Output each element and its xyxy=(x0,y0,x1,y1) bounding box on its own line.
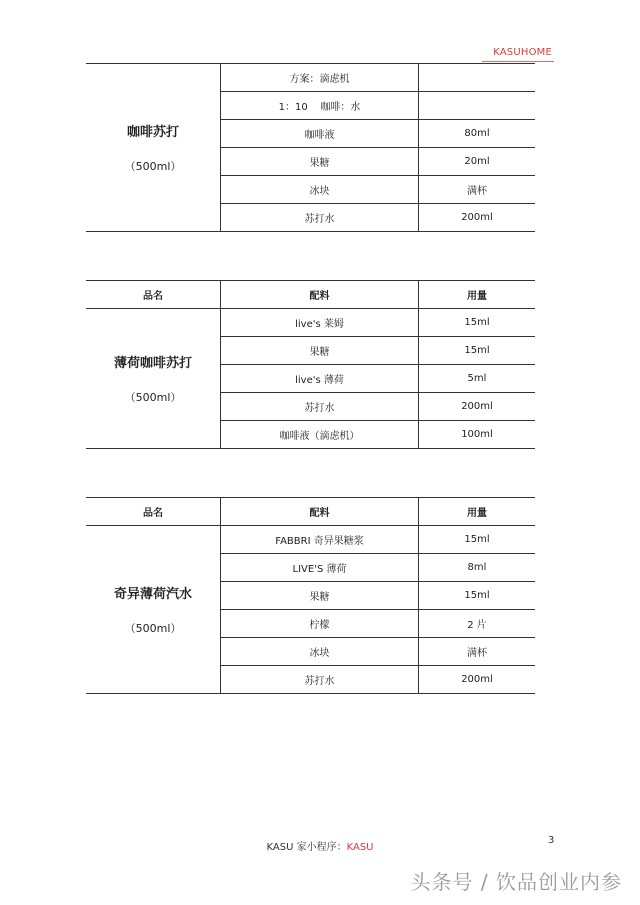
amount-cell: 2 片 xyxy=(419,610,536,638)
table-header-row xyxy=(86,498,535,526)
amount-cell: 15ml xyxy=(419,582,536,610)
amount-cell: 15ml xyxy=(419,526,536,554)
table-header-row xyxy=(86,281,535,309)
amount-cell: 15ml xyxy=(419,337,536,365)
drink-name-cell xyxy=(86,526,221,694)
ingredient-cell: 咖啡液（滴虑机） xyxy=(221,421,419,449)
brand-underline xyxy=(482,61,554,62)
ingredient-cell: 1：10 咖啡：水 xyxy=(221,92,419,120)
column-header-name: 品名 xyxy=(86,498,221,526)
amount-cell: 200ml xyxy=(419,204,536,232)
footer-accent-text: KASU xyxy=(346,842,374,853)
recipe-table-mint-coffee-soda xyxy=(86,280,535,449)
amount-cell: 5ml xyxy=(419,365,536,393)
ingredient-cell: 柠檬 xyxy=(221,610,419,638)
amount-cell: 满杯 xyxy=(419,176,536,204)
amount-cell: 200ml xyxy=(419,666,536,694)
ingredient-cell: 苏打水 xyxy=(221,393,419,421)
recipe-table-kiwi-mint-soda xyxy=(86,497,535,694)
amount-cell: 80ml xyxy=(419,120,536,148)
table-row xyxy=(86,526,535,554)
drink-volume: （500ml） xyxy=(124,160,182,173)
ingredient-cell: live's 薄荷 xyxy=(221,365,419,393)
amount-cell: 20ml xyxy=(419,148,536,176)
ingredient-cell: LIVE'S 薄荷 xyxy=(221,554,419,582)
drink-name: 咖啡苏打 xyxy=(126,125,179,140)
ingredient-cell: FABBRI 奇异果糖浆 xyxy=(221,526,419,554)
page-number: 3 xyxy=(548,835,555,846)
ingredient-cell: 苏打水 xyxy=(221,666,419,694)
ingredient-cell: 咖啡液 xyxy=(221,120,419,148)
amount-cell: 15ml xyxy=(419,309,536,337)
drink-name-cell xyxy=(86,64,221,232)
table-row xyxy=(86,309,535,337)
recipe-table-coffee-soda xyxy=(86,63,535,232)
footer-text: KASU 家小程序： xyxy=(266,842,347,853)
ingredient-cell: 果糖 xyxy=(221,148,419,176)
page-footer xyxy=(0,838,640,853)
amount-cell: 满杯 xyxy=(419,638,536,666)
drink-volume: （500ml） xyxy=(124,391,182,404)
amount-cell: 100ml xyxy=(419,421,536,449)
ingredient-cell: 方案：滴虑机 xyxy=(221,64,419,92)
table-row xyxy=(86,64,535,92)
amount-cell: 8ml xyxy=(419,554,536,582)
ingredient-cell: 冰块 xyxy=(221,176,419,204)
amount-cell xyxy=(419,64,536,92)
column-header-ingredient: 配料 xyxy=(221,498,419,526)
column-header-amount: 用量 xyxy=(419,498,536,526)
ingredient-cell: 果糖 xyxy=(221,337,419,365)
watermark-text: 头条号 / 饮品创业内参 xyxy=(410,870,622,894)
ingredient-cell: live's 莱姆 xyxy=(221,309,419,337)
column-header-ingredient: 配料 xyxy=(221,281,419,309)
drink-name-cell xyxy=(86,309,221,449)
amount-cell: 200ml xyxy=(419,393,536,421)
brand-logo-text: KASUHOME xyxy=(493,47,552,58)
column-header-name: 品名 xyxy=(86,281,221,309)
column-header-amount: 用量 xyxy=(419,281,536,309)
drink-name: 奇异薄荷汽水 xyxy=(113,587,192,602)
ingredient-cell: 果糖 xyxy=(221,582,419,610)
amount-cell xyxy=(419,92,536,120)
drink-volume: （500ml） xyxy=(124,622,182,635)
drink-name: 薄荷咖啡苏打 xyxy=(113,356,192,371)
ingredient-cell: 苏打水 xyxy=(221,204,419,232)
ingredient-cell: 冰块 xyxy=(221,638,419,666)
